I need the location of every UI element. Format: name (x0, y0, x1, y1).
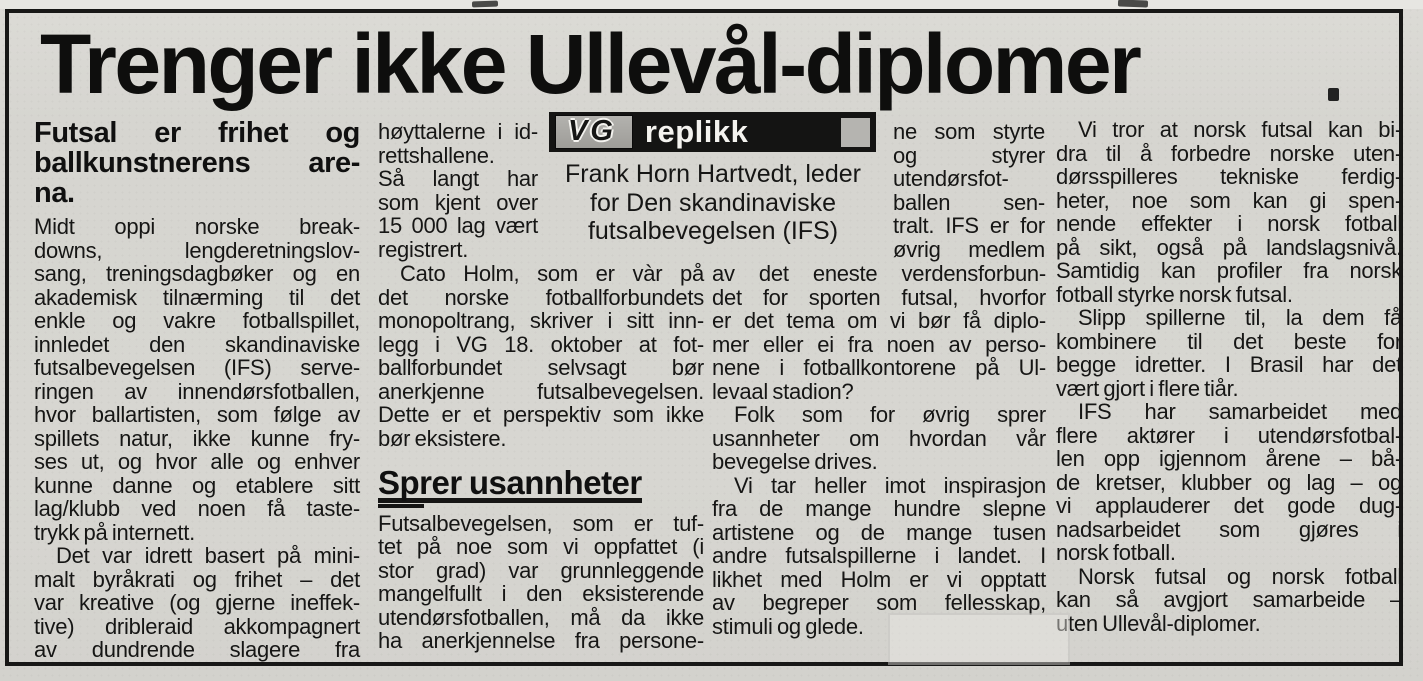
page-edge-strip (0, 0, 1423, 9)
body-paragraph: Midt oppi norske break- downs, lengderetningslov- sang, treningsdagbøker og en akademisk tilnærming til det enkle og vakre fotballspillet, innledet den skandinaviske futsalbevegelsen (IFS) serve- ringen av innendørsfotballen, hvor ballartisten, som følge av spillets natur, ikke kunne fry- ses ut, og hvor alle og enhver kunne danne og etablere sitt lag/klubb ved noen få taste- trykk på internett. (34, 214, 360, 545)
column-2-narrow (378, 120, 538, 261)
body-paragraph: IFS har samarbeidet med flere aktører i utendørsfotbal- len opp igjennom årene – bå- de kretser, klubber og lag – og vi applauderer det gode dug- nadsarbeidet som gjøres i norsk fotball. (1056, 399, 1402, 565)
body-paragraph: Vi tar heller imot inspirasjon fra de mange hundre slepne artistene og de mange tusen andre futsalspillerne i landet. I likhet med Holm er vi opptatt av begreper som fellesskap, stimuli og glede. (712, 472, 1046, 639)
body-paragraph: Norsk futsal og norsk fotball kan så avgjort samarbeide – uten Ullevål-diplomer. (1056, 563, 1402, 636)
column-1 (34, 118, 360, 662)
body-paragraph: ne som styrte og styrer utendørsfot- ballen sen- tralt. IFS er for øvrig medlem (893, 119, 1045, 262)
subhead: Sprer usannheter (378, 464, 642, 501)
ink-smudge (1118, 0, 1148, 8)
headline: Trenger ikke Ullevål-diplomer (40, 17, 1140, 111)
body-paragraph: Det var idrett basert på mini- malt byråkrati og frihet – det var kreative (og gjerne ineffek- tive) dribleraid akkompagnert av dundrende slagere fra (34, 543, 360, 662)
banner-end-square (841, 118, 870, 147)
lead-paragraph: Futsal er frihet og ballkunstnerens are- na. (34, 117, 360, 209)
body-paragraph: Folk som for øvrig sprer usannheter om hvordan vår bevegelse drives. (712, 402, 1046, 474)
body-paragraph: Så langt har som kjent over 15 000 lag vært registrert. (378, 166, 538, 262)
body-paragraph: Cato Holm, som er vàr på det norske fotballforbundets monopoltrang, skriver i sitt inn- legg i VG 18. oktober at fot- ballforbundet selvsagt bør anerkjenne futsalbevegelsen. Dette er et perspektiv som ikke bør eksistere. (378, 261, 704, 451)
body-paragraph: Futsalbevegelsen, som er tuf- tet på noe som vi oppfattet (i stor grad) var grunnleggende mangelfullt i den eksisterende utendørsfotballen, må da ikke ha anerkjennelse fra persone- (378, 510, 704, 653)
vg-replikk-label: replikk (644, 114, 749, 149)
vg-logo: VG (555, 115, 633, 149)
body-paragraph: Slipp spillerne til, la dem få kombinere til det beste for begge idretter. I Brasil har det vært gjort i flere tiår. (1056, 305, 1402, 401)
column-3-narrow (893, 120, 1045, 261)
column-2 (378, 262, 704, 653)
print-showthrough-artifact (888, 613, 1070, 665)
byline: Frank Horn Hartvedt, leder for Den skandinaviske futsalbevegelsen (IFS) (565, 160, 861, 245)
column-3 (712, 262, 1046, 638)
body-paragraph: høyttalerne i id- rettshallene. (378, 119, 538, 168)
body-paragraph: Vi tror at norsk futsal kan bi- dra til å forbedre norske uten- dørsspilleres tekniske ferdig- heter, noe som kan gi spen- nende effekter i norsk fotball på sikt, også på landslagsnivå. Samtidig kan profiler fra norsk fotball styrke norsk futsal. (1056, 117, 1402, 307)
vg-replikk-banner (549, 112, 876, 152)
body-paragraph: av det eneste verdensforbun- det for sporten futsal, hvorfor er det tema om vi bør få diplo- mer eller ei fra noen av perso- nene i fotballkontorene på Ul- levaal stadion? (712, 261, 1046, 404)
column-4 (1056, 118, 1402, 635)
ink-smudge (472, 1, 498, 8)
